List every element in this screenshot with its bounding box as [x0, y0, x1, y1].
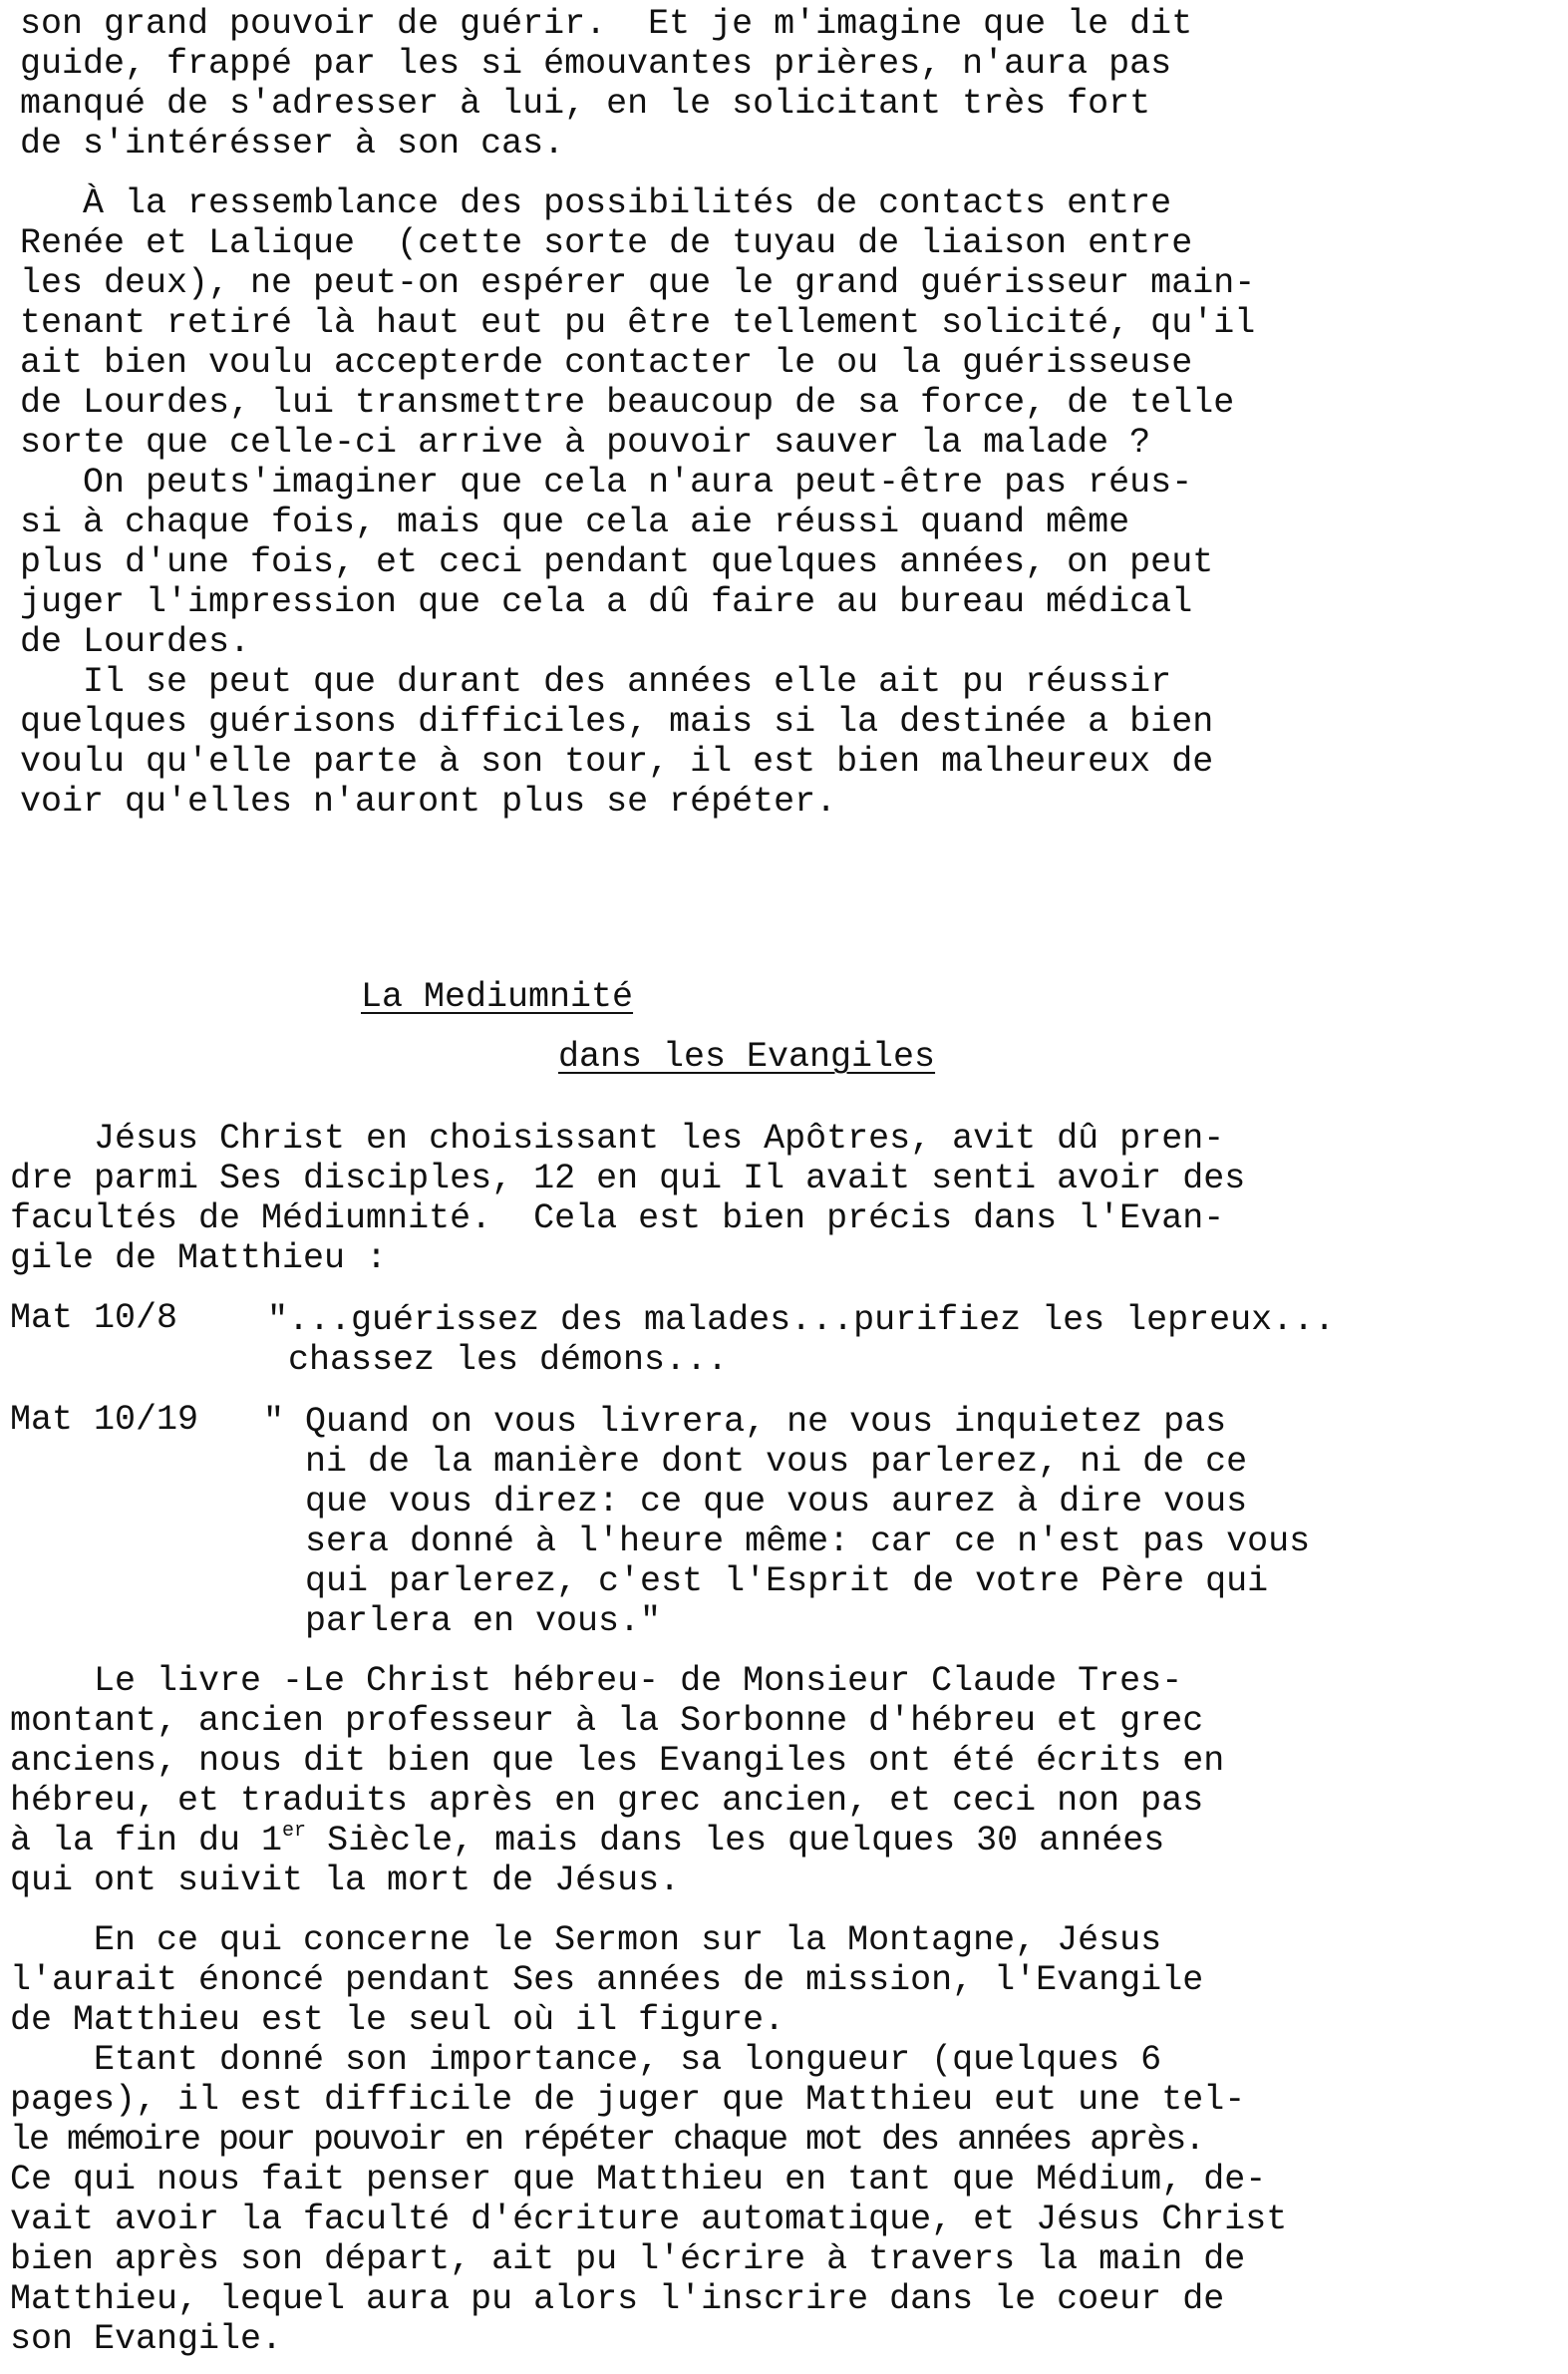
text-line: l'aurait énoncé pendant Ses années de mission, l'Evangile: [10, 1960, 1204, 2000]
superscript: er: [282, 1820, 307, 1843]
text-line: tenant retiré là haut eut pu être tellement solicité, qu'il: [20, 303, 1256, 343]
text-line: les deux), ne peut-on espérer que le grand guérisseur main-: [20, 263, 1256, 303]
text-segment: Siècle, mais dans les quelques 30 années: [306, 1821, 1165, 1861]
quote-line: sera donné à l'heure même: car ce n'est pas vous: [263, 1522, 1311, 1561]
text-line: de Lourdes.: [20, 622, 251, 662]
text-line: anciens, nous dit bien que les Evangiles ont été écrits en: [10, 1741, 1225, 1781]
text-line: facultés de Médiumnité. Cela est bien précis dans l'Evan-: [10, 1198, 1225, 1238]
text-line: ait bien voulu accepterde contacter le ou la guérisseuse: [20, 343, 1193, 383]
quote-line: que vous direz: ce que vous aurez à dire vous: [263, 1482, 1248, 1522]
text-line: si à chaque fois, mais que cela aie réussi quand même: [20, 503, 1130, 542]
text-line: gile de Matthieu :: [10, 1238, 388, 1278]
text-line: Il se peut que durant des années elle ait pu réussir: [20, 662, 1172, 702]
text-line: bien après son départ, ait pu l'écrire à travers la main de: [10, 2239, 1246, 2279]
text-line: de Matthieu est le seul où il figure.: [10, 2000, 785, 2040]
quote-line: chassez les démons...: [267, 1340, 729, 1380]
quote-line: qui parlerez, c'est l'Esprit de votre Père qui: [263, 1561, 1269, 1601]
scripture-reference: Mat 10/8: [10, 1298, 178, 1338]
text-line: montant, ancien professeur à la Sorbonne d'hébreu et grec: [10, 1701, 1204, 1741]
text-line: voir qu'elles n'auront plus se répéter.: [20, 782, 837, 822]
text-line: On peuts'imaginer que cela n'aura peut-être pas réus-: [20, 463, 1193, 503]
text-line: plus d'une fois, et ceci pendant quelques années, on peut: [20, 542, 1214, 582]
text-line: voulu qu'elle parte à son tour, il est bien malheureux de: [20, 742, 1214, 782]
text-line: Matthieu, lequel aura pu alors l'inscrire dans le coeur de: [10, 2279, 1225, 2319]
section-title-line-1: La Mediumnité: [361, 977, 634, 1017]
text-line: À la ressemblance des possibilités de contacts entre: [20, 183, 1172, 223]
text-line: vait avoir la faculté d'écriture automatique, et Jésus Christ: [10, 2200, 1288, 2239]
text-line: hébreu, et traduits après en grec ancien, et ceci non pas: [10, 1781, 1204, 1821]
section-title-line-2: dans les Evangiles: [558, 1037, 936, 1077]
text-segment: à la fin du 1: [10, 1821, 283, 1861]
quote-line: "...guérissez des malades...purifiez les lepreux...: [267, 1300, 1336, 1340]
text-line: de Lourdes, lui transmettre beaucoup de sa force, de telle: [20, 383, 1235, 423]
text-line: quelques guérisons difficiles, mais si la destinée a bien: [20, 702, 1214, 742]
text-line: dre parmi Ses disciples, 12 en qui Il avait senti avoir des: [10, 1159, 1246, 1198]
quote-line: ni de la manière dont vous parlerez, ni de ce: [263, 1442, 1248, 1482]
text-line: En ce qui concerne le Sermon sur la Montagne, Jésus: [10, 1920, 1162, 1960]
text-line: son Evangile.: [10, 2319, 283, 2359]
text-line: de s'intérésser à son cas.: [20, 124, 565, 164]
quote-line: parlera en vous.": [263, 1601, 662, 1641]
text-line: Jésus Christ en choisissant les Apôtres, avit dû pren-: [10, 1119, 1225, 1159]
text-line: pages), il est difficile de juger que Matthieu eut une tel-: [10, 2080, 1246, 2120]
text-line: qui ont suivit la mort de Jésus.: [10, 1861, 681, 1900]
text-line: juger l'impression que cela a dû faire au bureau médical: [20, 582, 1193, 622]
quote-line: " Quand on vous livrera, ne vous inquietez pas: [263, 1402, 1227, 1442]
text-line: sorte que celle-ci arrive à pouvoir sauver la malade ?: [20, 423, 1151, 463]
text-line: [10, 1821, 1164, 1861]
text-line: Le livre -Le Christ hébreu- de Monsieur Claude Tres-: [10, 1661, 1183, 1701]
text-line: Etant donné son importance, sa longueur (quelques 6: [10, 2040, 1162, 2080]
text-line: manqué de s'adresser à lui, en le solicitant très fort: [20, 84, 1151, 124]
text-line: Renée et Lalique (cette sorte de tuyau de liaison entre: [20, 223, 1193, 263]
text-line: guide, frappé par les si émouvantes prières, n'aura pas: [20, 44, 1172, 84]
scripture-reference: Mat 10/19: [10, 1400, 199, 1440]
text-line: son grand pouvoir de guérir. Et je m'imagine que le dit: [20, 4, 1193, 44]
text-line: le mémoire pour pouvoir en répéter chaque mot des années après.: [10, 2120, 1204, 2160]
text-line: Ce qui nous fait penser que Matthieu en tant que Médium, de-: [10, 2160, 1267, 2200]
